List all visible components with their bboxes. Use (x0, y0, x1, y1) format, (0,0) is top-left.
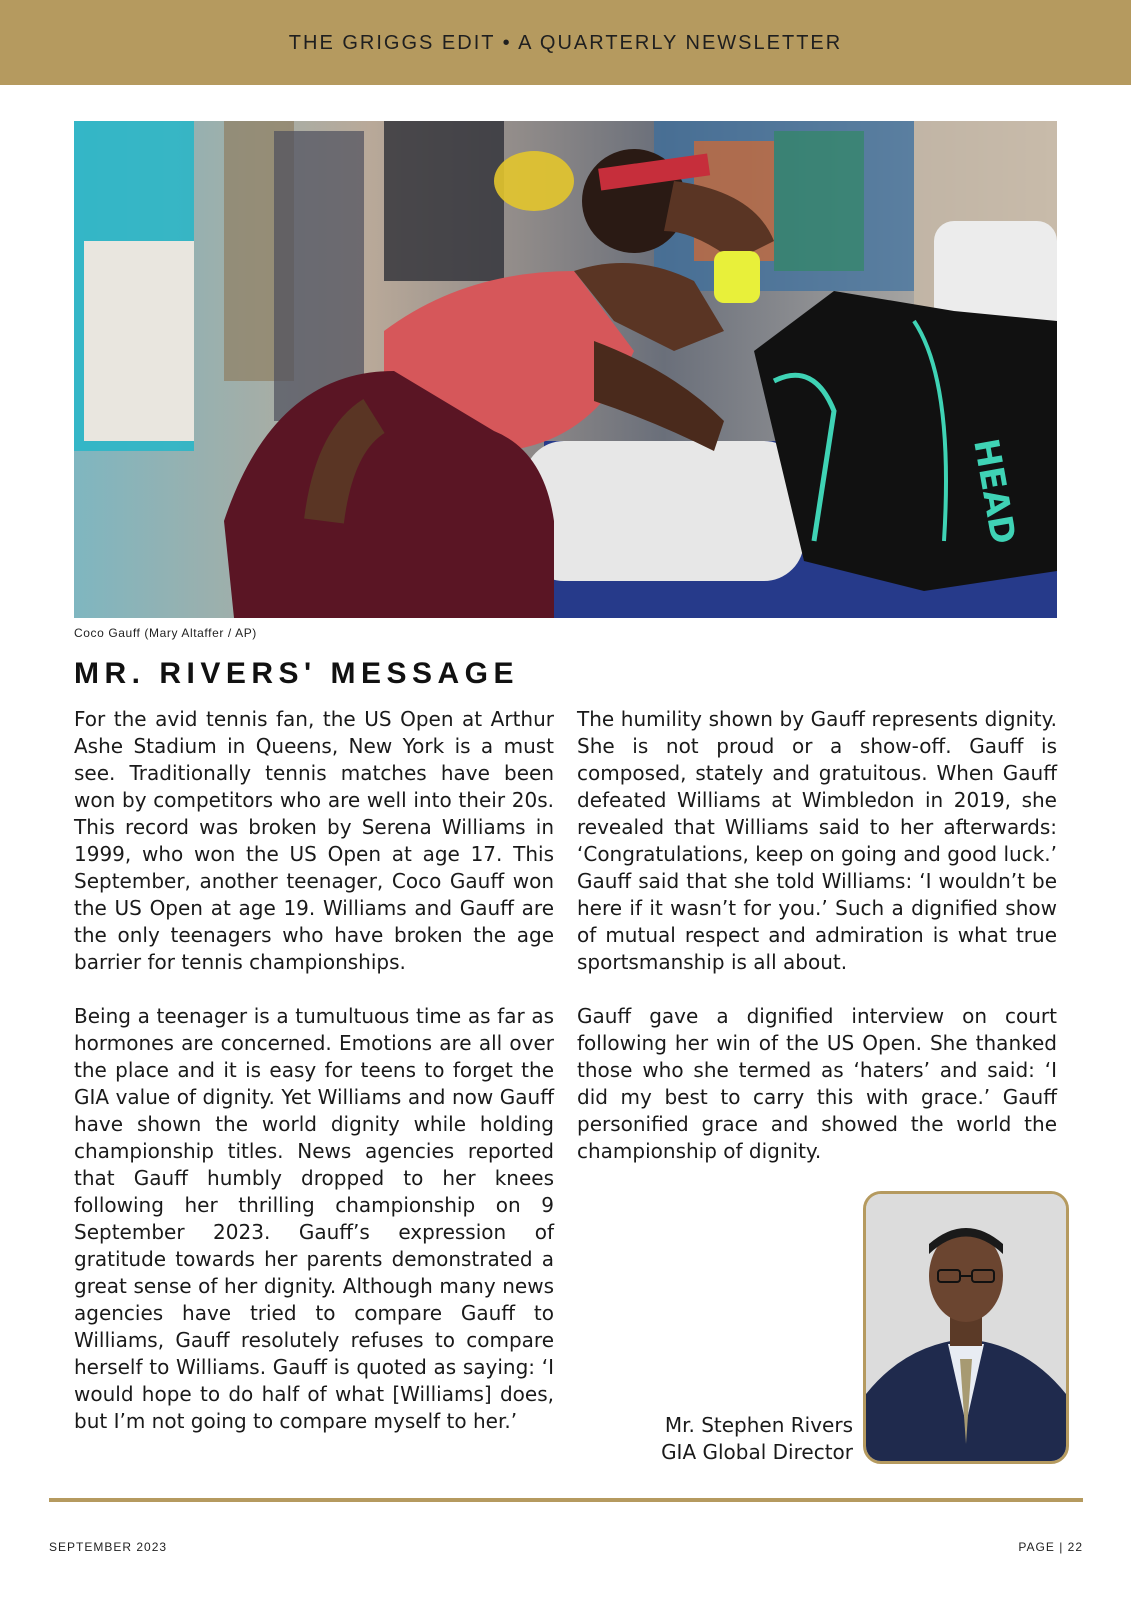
bag-logo-text: HEAD (965, 435, 1023, 548)
footer-date: SEPTEMBER 2023 (49, 1540, 168, 1554)
paragraph: The humility shown by Gauff represents dignity. She is not proud or a show-off. Gauff is composed, stately and gratuitous. When Gauff defeated Williams at Wimbledon in 2019, she revealed that Williams said to her afterwards: ‘Congratulations, keep on going and good luck.’ Gauff said that she told Williams: ‘I wouldn’t be here if it wasn’t for you.’ Such a dignified show of mutual respect and admiration is what true sportsmanship is all about. (577, 707, 1057, 974)
signature-block (661, 1412, 853, 1466)
hero-photo (74, 121, 1057, 618)
signature-name: Mr. Stephen Rivers (664, 1413, 853, 1437)
article-column-left (74, 706, 554, 1462)
footer-page-number: PAGE | 22 (1018, 1540, 1083, 1554)
paragraph: Being a teenager is a tumultuous time as far as hormones are concerned. Emotions are all over the place and it is easy for teens to forget the GIA value of dignity. Yet Williams and now Gauff have shown the world dignity while holding championship titles. News agencies reported that Gauff humbly dropped to her knees following her thrilling championship on 9 September 2023. Gauff’s expression of gratitude towards her parents demonstrated a great sense of her dignity. Although many news agencies have tried to compare Gauff to Williams, Gauff resolutely refuses to compare herself to Williams. Gauff is quoted as saying: ‘I would hope to do half of what [Williams] does, but I’m not going to compare myself to her.’ (74, 1004, 554, 1433)
article-column-right (577, 706, 1057, 1192)
author-portrait (863, 1191, 1069, 1464)
paragraph: Gauff gave a dignified interview on court following her win of the US Open. She thanked those who she termed as ‘haters’ and said: ‘I did my best to carry this with grace.’ Gauff personified grace and showed the world the championship of dignity. (577, 1004, 1057, 1163)
paragraph: For the avid tennis fan, the US Open at Arthur Ashe Stadium in Queens, New York is a must see. Traditionally tennis matches have been won by competitors who are well into their 20s. This record was broken by Serena Williams in 1999, who won the US Open at age 17. This September, another teenager, Coco Gauff won the US Open at age 19. Williams and Gauff are the only teenagers who have broken the age barrier for tennis championships. (74, 707, 554, 974)
article-title: MR. RIVERS' MESSAGE (74, 657, 520, 690)
footer-divider (49, 1498, 1083, 1502)
photo-caption: Coco Gauff (Mary Altaffer / AP) (74, 626, 257, 640)
newsletter-title: THE GRIGGS EDIT • A QUARTERLY NEWSLETTER (288, 32, 843, 54)
header-band (0, 0, 1131, 85)
signature-role: GIA Global Director (661, 1440, 853, 1464)
